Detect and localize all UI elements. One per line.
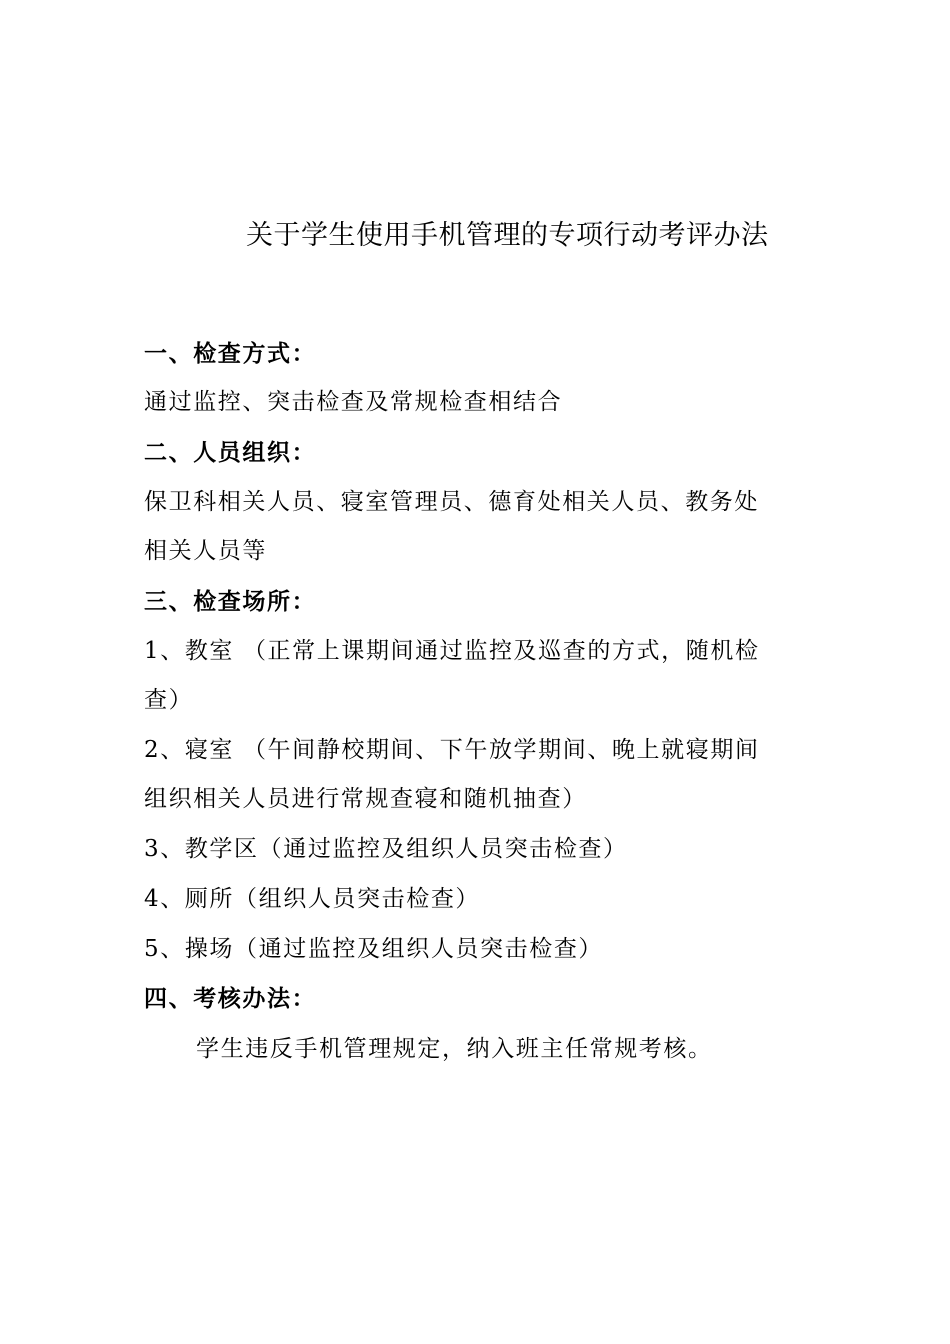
- paragraph-inspection-method: 通过监控、突击检查及常规检查相结合: [144, 389, 563, 415]
- list-item-toilet: 4、厕所（组织人员突击检查）: [144, 886, 481, 912]
- section-heading-locations: 三、检查场所：: [144, 588, 317, 615]
- section-heading-assessment: 四、考核办法：: [144, 985, 317, 1012]
- list-item-classroom-line-2: 查）: [144, 687, 194, 713]
- list-item-dormitory-line-2: 组织相关人员进行常规查寝和随机抽查）: [144, 786, 587, 812]
- section-heading-inspection-method: 一、检查方式：: [144, 340, 317, 367]
- list-item-classroom-line-1: 1、教室 （正常上课期间通过监控及巡查的方式，随机检: [144, 638, 760, 664]
- section-heading-personnel: 二、人员组织：: [144, 439, 317, 466]
- paragraph-personnel-line-1: 保卫科相关人员、寝室管理员、德育处相关人员、教务处: [144, 489, 759, 515]
- list-item-playground: 5、操场（通过监控及组织人员突击检查）: [144, 936, 604, 962]
- list-item-teaching-area: 3、教学区（通过监控及组织人员突击检查）: [144, 836, 628, 862]
- document-title: 关于学生使用手机管理的专项行动考评办法: [246, 220, 769, 251]
- list-item-dormitory-line-1: 2、寝室 （午间静校期间、下午放学期间、晚上就寝期间: [144, 737, 760, 763]
- paragraph-personnel-line-2: 相关人员等: [144, 538, 267, 564]
- paragraph-assessment: 学生违反手机管理规定，纳入班主任常规考核。: [196, 1036, 713, 1062]
